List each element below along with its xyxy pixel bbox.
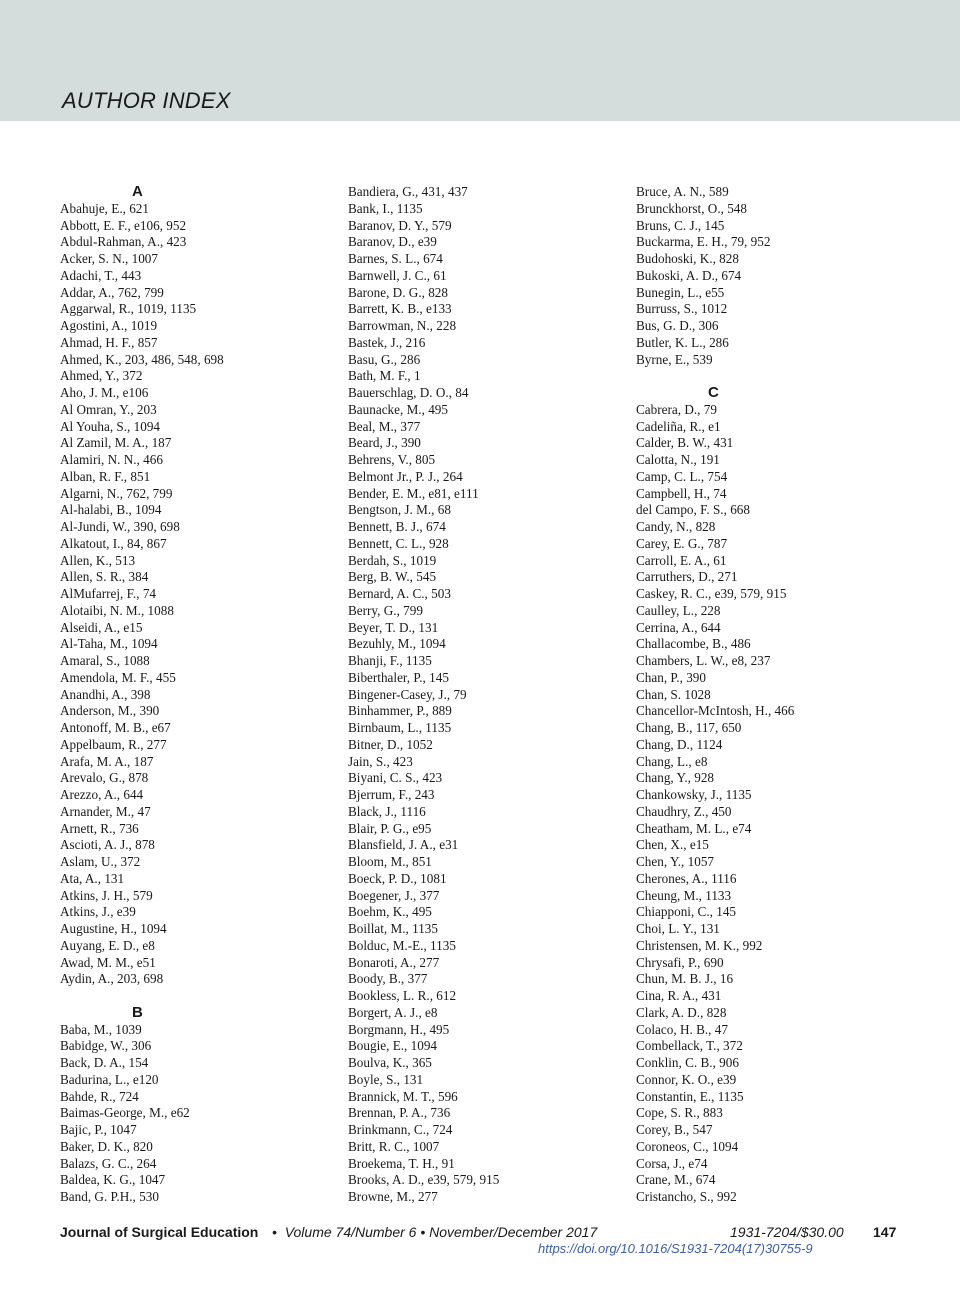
index-entry: Addar, A., 762, 799 — [60, 284, 164, 300]
index-entry: Buckarma, E. H., 79, 952 — [636, 234, 771, 250]
index-entry: Clark, A. D., 828 — [636, 1004, 727, 1020]
index-entry: Basu, G., 286 — [348, 351, 421, 367]
index-entry: Al-halabi, B., 1094 — [60, 502, 162, 518]
index-entry: Aydin, A., 203, 698 — [60, 971, 164, 987]
index-entry: del Campo, F. S., 668 — [636, 502, 750, 518]
index-entry: Jain, S., 423 — [348, 753, 413, 769]
index-entry: Butler, K. L., 286 — [636, 334, 729, 350]
section-heading: B — [132, 1003, 143, 1021]
index-entry: Barnwell, J. C., 61 — [348, 267, 447, 283]
index-entry: Brooks, A. D., e39, 579, 915 — [348, 1172, 500, 1188]
index-entry: Bukoski, A. D., 674 — [636, 267, 742, 283]
index-entry: Bahde, R., 724 — [60, 1088, 139, 1104]
index-entry: Connor, K. O., e39 — [636, 1071, 737, 1087]
index-entry: Boyle, S., 131 — [348, 1071, 424, 1087]
index-entry: Atkins, J. H., 579 — [60, 887, 153, 903]
index-entry: Chun, M. B. J., 16 — [636, 971, 734, 987]
index-entry: Challacombe, B., 486 — [636, 636, 751, 652]
index-entry: Barnes, S. L., 674 — [348, 251, 443, 266]
index-entry: Chang, D., 1124 — [636, 736, 723, 752]
index-entry: Beal, M., 377 — [348, 418, 421, 434]
index-entry: Cherones, A., 1116 — [636, 870, 737, 886]
index-entry: Bingener-Casey, J., 79 — [348, 686, 467, 702]
index-column-1 — [60, 184, 300, 1206]
index-entry: Antonoff, M. B., e67 — [60, 720, 171, 735]
index-entry: Corsa, J., e74 — [636, 1155, 708, 1171]
index-entry: Ahmed, Y., 372 — [60, 368, 143, 384]
index-entry: Beard, J., 390 — [348, 435, 421, 451]
index-entry: Bengtson, J. M., 68 — [348, 502, 451, 518]
index-entry: Alotaibi, N. M., 1088 — [60, 602, 174, 618]
index-entry: Back, D. A., 154 — [60, 1055, 149, 1070]
index-entry: Badurina, L., e120 — [60, 1071, 159, 1087]
index-entry: Bhanji, F., 1135 — [348, 653, 432, 668]
index-entry: Chambers, L. W., e8, 237 — [636, 653, 771, 668]
issn-price: 1931-7204/$30.00 — [730, 1224, 844, 1240]
index-entry: Arevalo, G., 878 — [60, 770, 149, 786]
index-entry: Calder, B. W., 431 — [636, 435, 734, 451]
index-entry: Constantin, E., 1135 — [636, 1088, 744, 1104]
index-entry: Acker, S. N., 1007 — [60, 251, 158, 266]
index-entry: Binhammer, P., 889 — [348, 703, 452, 719]
index-entry: Baranov, D. Y., 579 — [348, 217, 452, 233]
index-entry: Broekema, T. H., 91 — [348, 1155, 455, 1171]
index-entry: Baba, M., 1039 — [60, 1021, 142, 1037]
index-entry: Amaral, S., 1088 — [60, 653, 150, 668]
index-entry: Combellack, T., 372 — [636, 1038, 743, 1054]
page-number: 147 — [873, 1224, 897, 1240]
index-entry: Al-Taha, M., 1094 — [60, 636, 158, 652]
index-entry: Baranov, D., e39 — [348, 234, 437, 250]
index-entry: Brannick, M. T., 596 — [348, 1088, 458, 1104]
index-entry: Caskey, R. C., e39, 579, 915 — [636, 586, 787, 601]
index-entry: Bougie, E., 1094 — [348, 1038, 438, 1054]
index-entry: Babidge, W., 306 — [60, 1038, 152, 1054]
index-entry: Coroneos, C., 1094 — [636, 1138, 739, 1154]
index-entry: Amendola, M. F., 455 — [60, 669, 176, 685]
index-entry: Black, J., 1116 — [348, 803, 426, 819]
index-entry: Bonaroti, A., 277 — [348, 954, 440, 970]
index-entry: Crane, M., 674 — [636, 1172, 716, 1188]
index-entry: Bjerrum, F., 243 — [348, 787, 435, 802]
index-entry: Campbell, H., 74 — [636, 485, 727, 501]
index-entry: Auyang, E. D., e8 — [60, 937, 155, 953]
index-entry: Britt, R. C., 1007 — [348, 1138, 440, 1154]
index-entry: Candy, N., 828 — [636, 519, 716, 534]
index-entry: Brunckhorst, O., 548 — [636, 200, 747, 216]
index-entry: Alban, R. F., 851 — [60, 468, 151, 484]
index-entry: Cadeliña, R., e1 — [636, 418, 721, 434]
index-entry: Baunacke, M., 495 — [348, 401, 448, 417]
index-entry: Al Omran, Y., 203 — [60, 401, 157, 417]
index-entry: Boulva, K., 365 — [348, 1055, 432, 1070]
index-entry: Bender, E. M., e81, e111 — [348, 485, 479, 501]
section-heading: C — [708, 384, 719, 401]
issue-date: November/December 2017 — [429, 1224, 598, 1240]
index-entry: Cristancho, S., 992 — [636, 1189, 737, 1204]
index-entry: Bolduc, M.-E., 1135 — [348, 937, 456, 953]
index-entry: Adachi, T., 443 — [60, 267, 142, 283]
index-entry: Chang, Y., 928 — [636, 770, 715, 786]
index-entry: Abahuje, E., 621 — [60, 200, 149, 216]
index-entry: Carroll, E. A., 61 — [636, 552, 727, 568]
index-entry: Allen, K., 513 — [60, 552, 136, 568]
bullet: • — [272, 1224, 277, 1240]
index-entry: Bitner, D., 1052 — [348, 736, 433, 752]
index-entry: Chiapponi, C., 145 — [636, 904, 737, 920]
index-entry: Bernard, A. C., 503 — [348, 586, 451, 601]
index-entry: Abdul-Rahman, A., 423 — [60, 234, 187, 250]
index-entry: Barrett, K. B., e133 — [348, 301, 452, 317]
index-entry: AlMufarrej, F., 74 — [60, 586, 157, 601]
index-entry: Boillat, M., 1135 — [348, 921, 438, 936]
index-entry: Baldea, K. G., 1047 — [60, 1172, 166, 1188]
bullet: • — [420, 1224, 426, 1240]
index-entry: Bunegin, L., e55 — [636, 284, 725, 300]
index-entry: Ahmad, H. F., 857 — [60, 334, 158, 350]
index-entry: Caulley, L., 228 — [636, 602, 721, 618]
index-entry: Belmont Jr., P. J., 264 — [348, 468, 463, 484]
index-entry: Beyer, T. D., 131 — [348, 619, 439, 635]
index-entry: Alamiri, N. N., 466 — [60, 452, 163, 467]
index-entry: Augustine, H., 1094 — [60, 921, 167, 936]
index-entry: Alseidi, A., e15 — [60, 619, 143, 635]
index-entry: Camp, C. L., 754 — [636, 468, 728, 484]
index-entry: Choi, L. Y., 131 — [636, 921, 720, 936]
index-entry: Cerrina, A., 644 — [636, 619, 721, 635]
index-entry: Cheung, M., 1133 — [636, 887, 732, 903]
index-entry: Bank, I., 1135 — [348, 200, 423, 216]
index-entry: Boehm, K., 495 — [348, 904, 432, 920]
doi-link[interactable]: https://doi.org/10.1016/S1931-7204(17)30755-9 — [538, 1241, 813, 1256]
index-entry: Abbott, E. F., e106, 952 — [60, 217, 187, 233]
index-entry: Behrens, V., 805 — [348, 452, 436, 467]
index-entry: Berdah, S., 1019 — [348, 552, 437, 568]
index-entry: Baker, D. K., 820 — [60, 1138, 153, 1154]
index-entry: Calotta, N., 191 — [636, 452, 720, 467]
index-entry: Bus, G. D., 306 — [636, 318, 719, 333]
index-entry: Chang, L., e8 — [636, 753, 708, 769]
index-entry: Brinkmann, C., 724 — [348, 1122, 453, 1137]
index-entry: Borgmann, H., 495 — [348, 1021, 450, 1037]
section-spacer — [60, 988, 300, 1005]
index-entry: Boegener, J., 377 — [348, 887, 440, 903]
index-entry: Al-Jundi, W., 390, 698 — [60, 519, 180, 534]
index-entry: Borgert, A. J., e8 — [348, 1004, 438, 1020]
section-heading: A — [132, 183, 143, 200]
index-column-3 — [636, 184, 896, 1206]
index-entry: Balazs, G. C., 264 — [60, 1155, 157, 1171]
index-entry: Chang, B., 117, 650 — [636, 720, 742, 735]
index-entry: Christensen, M. K., 992 — [636, 937, 763, 953]
issue-info — [272, 1224, 597, 1240]
index-entry: Biberthaler, P., 145 — [348, 669, 449, 685]
index-entry: Aggarwal, R., 1019, 1135 — [60, 301, 197, 317]
index-entry: Chankowsky, J., 1135 — [636, 787, 752, 802]
issue-volume: Volume 74/Number 6 — [284, 1224, 417, 1240]
page-title: AUTHOR INDEX — [62, 88, 231, 113]
index-entry: Bajic, P., 1047 — [60, 1122, 137, 1137]
index-entry: Brennan, P. A., 736 — [348, 1105, 451, 1121]
index-entry: Anandhi, A., 398 — [60, 686, 151, 702]
index-entry: Cina, R. A., 431 — [636, 988, 722, 1003]
index-entry: Bath, M. F., 1 — [348, 368, 421, 384]
index-entry: Bandiera, G., 431, 437 — [348, 184, 468, 199]
index-entry: Allen, S. R., 384 — [60, 569, 149, 585]
index-entry: Boody, B., 377 — [348, 971, 428, 987]
index-entry: Bruns, C. J., 145 — [636, 217, 725, 233]
index-entry: Bruce, A. N., 589 — [636, 184, 729, 199]
index-entry: Arnett, R., 736 — [60, 820, 139, 836]
index-entry: Ata, A., 131 — [60, 870, 125, 886]
index-entry: Chan, S. 1028 — [636, 686, 711, 702]
index-entry: Al Youha, S., 1094 — [60, 418, 161, 434]
index-entry: Barone, D. G., 828 — [348, 284, 448, 300]
index-entry: Chaudhry, Z., 450 — [636, 803, 732, 819]
index-entry: Al Zamil, M. A., 187 — [60, 435, 172, 451]
index-entry: Bookless, L. R., 612 — [348, 988, 457, 1003]
index-entry: Ahmed, K., 203, 486, 548, 698 — [60, 351, 224, 367]
index-entry: Ascioti, A. J., 878 — [60, 837, 155, 853]
index-entry: Arafa, M. A., 187 — [60, 753, 154, 769]
index-entry: Budohoski, K., 828 — [636, 251, 739, 266]
index-entry: Alkatout, I., 84, 867 — [60, 535, 167, 551]
index-entry: Blair, P. G., e95 — [348, 820, 432, 836]
index-entry: Bezuhly, M., 1094 — [348, 636, 446, 652]
index-entry: Baimas-George, M., e62 — [60, 1105, 190, 1121]
index-entry: Bloom, M., 851 — [348, 854, 432, 869]
index-entry: Bennett, B. J., 674 — [348, 519, 446, 534]
index-entry: Birnbaum, L., 1135 — [348, 720, 452, 735]
index-entry: Bauerschlag, D. O., 84 — [348, 385, 469, 400]
index-entry: Boeck, P. D., 1081 — [348, 870, 447, 886]
index-entry: Aho, J. M., e106 — [60, 385, 149, 400]
index-entry: Cheatham, M. L., e74 — [636, 820, 752, 836]
index-entry: Appelbaum, R., 277 — [60, 736, 167, 752]
index-entry: Browne, M., 277 — [348, 1189, 438, 1204]
index-entry: Chan, P., 390 — [636, 669, 706, 685]
index-entry: Berry, G., 799 — [348, 602, 423, 618]
index-entry: Chancellor-McIntosh, H., 466 — [636, 703, 795, 719]
index-entry: Bennett, C. L., 928 — [348, 535, 449, 551]
index-entry: Agostini, A., 1019 — [60, 318, 158, 333]
index-entry: Chen, Y., 1057 — [636, 854, 715, 869]
index-entry: Byrne, E., 539 — [636, 351, 713, 367]
index-entry: Corey, B., 547 — [636, 1122, 713, 1137]
section-spacer — [636, 368, 896, 385]
index-entry: Atkins, J., e39 — [60, 904, 136, 920]
index-entry: Anderson, M., 390 — [60, 703, 160, 719]
index-entry: Cabrera, D., 79 — [636, 401, 717, 417]
index-entry: Band, G. P.H., 530 — [60, 1189, 159, 1204]
index-entry: Conklin, C. B., 906 — [636, 1055, 739, 1070]
index-entry: Bastek, J., 216 — [348, 334, 426, 350]
index-entry: Aslam, U., 372 — [60, 854, 141, 869]
index-entry: Awad, M. M., e51 — [60, 954, 156, 970]
index-column-2 — [348, 184, 588, 1206]
index-entry: Chrysafi, P., 690 — [636, 954, 724, 970]
index-entry: Barrowman, N., 228 — [348, 318, 457, 333]
index-entry: Cope, S. R., 883 — [636, 1105, 723, 1121]
index-entry: Berg, B. W., 545 — [348, 569, 437, 585]
index-entry: Algarni, N., 762, 799 — [60, 485, 173, 501]
index-entry: Carey, E. G., 787 — [636, 535, 728, 551]
index-entry: Arezzo, A., 644 — [60, 787, 144, 802]
journal-name: Journal of Surgical Education — [60, 1224, 259, 1240]
index-entry: Chen, X., e15 — [636, 837, 709, 853]
index-entry: Biyani, C. S., 423 — [348, 770, 443, 786]
index-entry: Colaco, H. B., 47 — [636, 1021, 728, 1037]
index-entry: Blansfield, J. A., e31 — [348, 837, 459, 853]
index-entry: Burruss, S., 1012 — [636, 301, 728, 317]
index-entry: Carruthers, D., 271 — [636, 569, 738, 585]
index-entry: Arnander, M., 47 — [60, 803, 151, 819]
